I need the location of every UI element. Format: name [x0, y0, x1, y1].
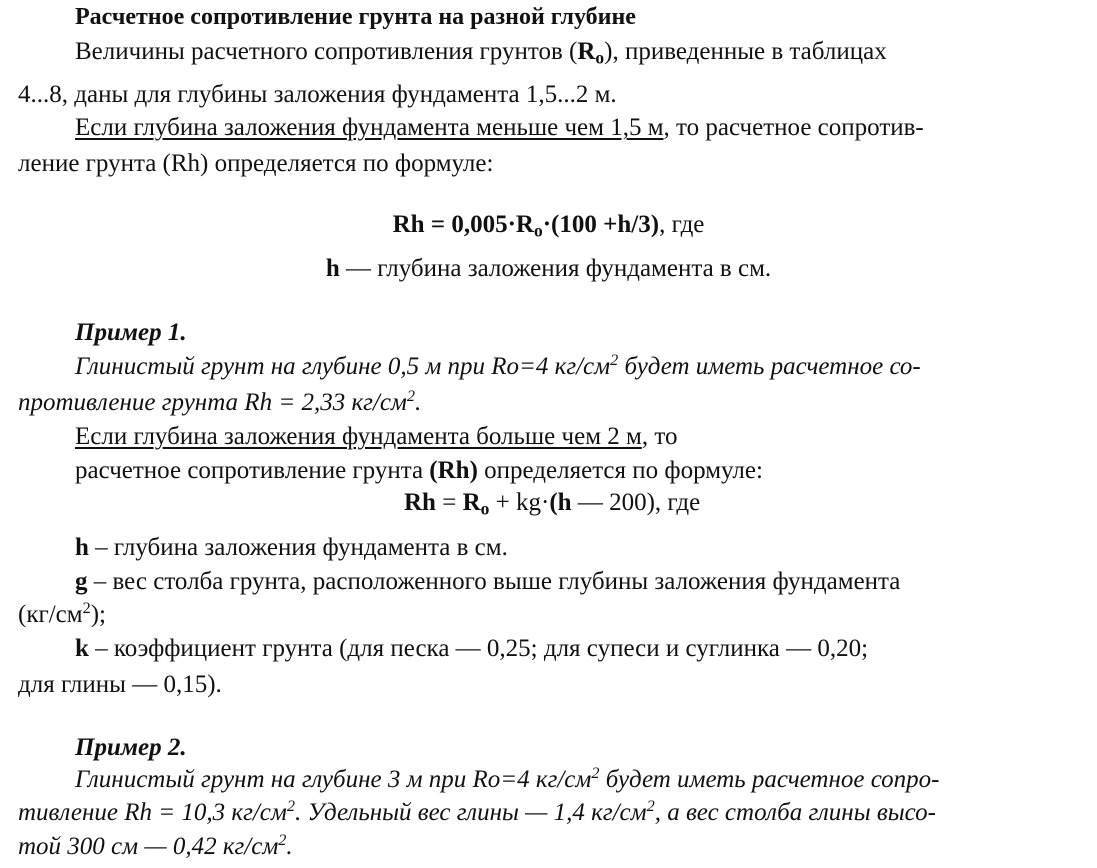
def-g-line-2: $(кг/см^2)$; — [18, 599, 106, 628]
example-2-heading: Пример 2. — [75, 734, 187, 761]
def-k-line-1: k – коэффициент грунта (для песка — 0,25; для супеси и суглинка — 0,20; — [75, 635, 869, 662]
case-less-condition: Если глубина заложения фундамента меньше чем 1,5 м — [75, 114, 664, 141]
def-k-line-2: для глины — 0,15). — [18, 671, 222, 698]
formula-1: $Rh = 0,005\cdot R_o\cdot(100 +h/3)$, где — [392, 211, 705, 241]
case-less-line-1: Если глубина заложения фундамента меньше чем 1,5 м, то расчетное сопротив- — [75, 114, 924, 141]
example-2-line-2: тивление Rh = 10,3 $кг/см^2$. Удельный вес глины — 1,4 $кг/см^2$, а вес столба глины высо- — [18, 797, 936, 826]
case-more-line-2: расчетное сопротивление грунта (Rh) определяется по формуле: — [75, 457, 763, 484]
case-more-condition: Если глубина заложения фундамента больше чем 2 м — [75, 423, 642, 450]
example-1-line-1: Глинистый грунт на глубине 0,5 м при Ro=4 $кг/см^2$ будет иметь расчетное со- — [75, 351, 921, 380]
formula-2: $Rh = R_o + kg\cdot(h$ — 200), где — [404, 489, 701, 519]
example-2-line-3: той 300 см — 0,42 $кг/см^2$. — [18, 831, 293, 860]
def-g-line-1: g – вес столба грунта, расположенного выше глубины заложения фундамента — [75, 568, 901, 595]
def-h: h – глубина заложения фундамента в см. — [75, 534, 508, 561]
case-more-line-1: Если глубина заложения фундамента больше чем 2 м, то — [75, 423, 678, 450]
intro-line-1 — [75, 37, 1078, 67]
example-1-heading: Пример 1. — [75, 319, 187, 346]
formula-1-definition: h — глубина заложения фундамента в см. — [325, 255, 772, 282]
page-title: Расчетное сопротивление грунта на разной глубине — [75, 4, 636, 30]
example-2-line-1: Глинистый грунт на глубине 3 м при Ro=4 $кг/см^2$ будет иметь расчетное сопро- — [75, 764, 940, 793]
intro-text-start: Величины расчетного сопротивления грунтов $(R_o)$, приведенные в таблицах — [75, 38, 887, 68]
case-less-line-2: ление грунта (Rh) определяется по формуле: — [18, 150, 494, 177]
example-1-line-2: противление грунта Rh = 2,33 $кг/см^2$. — [18, 387, 422, 416]
intro-line-2: 4...8, даны для глубины заложения фундамента 1,5...2 м. — [18, 81, 617, 108]
